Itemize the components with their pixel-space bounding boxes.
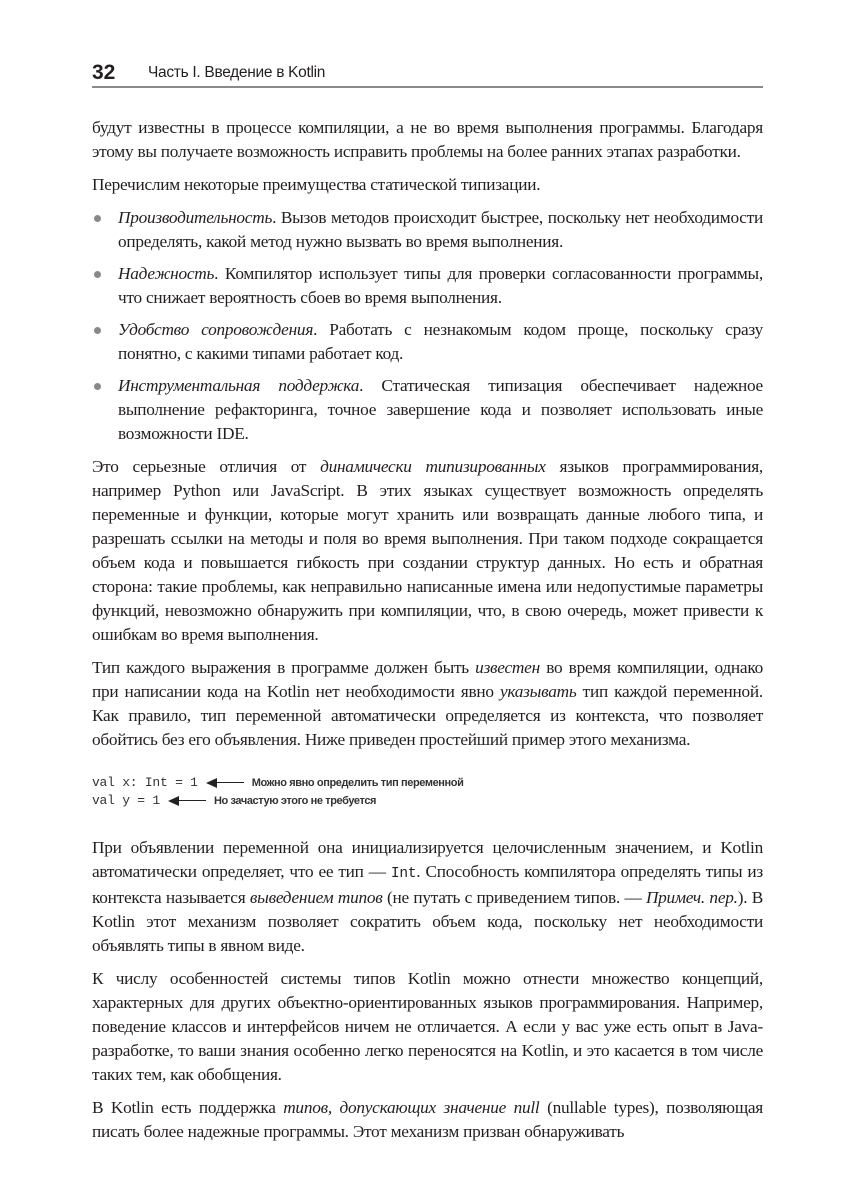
paragraph bbox=[92, 967, 763, 1087]
text-run: тип каждой переменной. Как правило, тип переменной автоматически определяется из контекста, что позволяет обойтись без его объявления. Ниже приведен простейший пример этого механизма. bbox=[92, 682, 763, 749]
code-listing bbox=[92, 774, 763, 810]
text-run: . Способность компилятора определять типы из контекста называется bbox=[92, 862, 764, 907]
emphasis-text: известен bbox=[475, 658, 540, 677]
arrow-left-icon bbox=[168, 796, 206, 806]
emphasis-text: Примеч. пер. bbox=[645, 888, 738, 907]
bullet-icon bbox=[94, 271, 101, 278]
bullet-icon bbox=[94, 327, 101, 334]
emphasis-text: типов, допускающих значение null bbox=[283, 1098, 540, 1117]
bullet-list bbox=[92, 206, 763, 446]
chapter-title: Часть I. Введение в Kotlin bbox=[148, 64, 326, 81]
paragraphs-before bbox=[92, 116, 763, 197]
text-run: . Компилятор использует типы для проверки согласованности программы, что снижает вероятность сбоев во время выполнения. bbox=[118, 264, 763, 307]
text-run: ). В Kotlin этот механизм позволяет сократить объем кода, поскольку нет необходимости объявлять типы в явном виде. bbox=[92, 888, 763, 955]
code-text: val x: Int = 1 bbox=[92, 775, 198, 790]
paragraph bbox=[92, 656, 763, 752]
paragraph bbox=[92, 116, 763, 164]
inline-code: Int bbox=[390, 866, 417, 882]
code-line bbox=[92, 774, 763, 792]
emphasis-text: Удобство сопровождения bbox=[118, 320, 314, 339]
text-run: (nullable types), позволяющая писать более надежные программы. Этот механизм призван обнаруживать bbox=[92, 1098, 764, 1141]
list-item bbox=[92, 262, 763, 310]
emphasis-text: выведением типов bbox=[249, 888, 383, 907]
text-run: (не путать с приведением типов. — bbox=[382, 888, 646, 907]
paragraph bbox=[92, 836, 763, 958]
emphasis-text: указывать bbox=[499, 682, 577, 701]
emphasis-text: Надежность bbox=[118, 264, 215, 283]
bullet-icon bbox=[94, 215, 101, 222]
emphasis-text: динамически типизированных bbox=[320, 457, 546, 476]
paragraphs-after bbox=[92, 836, 763, 1144]
list-item bbox=[92, 206, 763, 254]
code-annotation: Но зачастую этого не требуется bbox=[213, 795, 377, 807]
running-header bbox=[92, 58, 763, 88]
paragraphs-middle bbox=[92, 455, 763, 752]
text-run: Тип каждого выражения в программе должен быть bbox=[92, 658, 476, 677]
text-run: во время компиляции, однако при написании кода на Kotlin нет необходимости явно bbox=[92, 658, 763, 701]
text-run: В Kotlin есть поддержка bbox=[92, 1098, 284, 1117]
emphasis-text: Инструментальная поддержка bbox=[118, 376, 360, 395]
text-run: К числу особенностей системы типов Kotlin можно отнести множество концепций, характерных для других объектно-ориентированных языков программирования. Например, поведение классов и интерфейсов ничем не отличается. А если у вас уже есть опыт в Java-разработке, то ваши знания особенно легко переносятся на Kotlin, и это касается в том числе таких тем, как обобщения. bbox=[92, 969, 763, 1084]
list-item bbox=[92, 374, 763, 446]
list-item bbox=[92, 318, 763, 366]
text-run: . Статическая типизация обеспечивает надежное выполнение рефакторинга, точное завершение кода и позволяет использовать иные возможности IDE. bbox=[118, 376, 763, 443]
text-run: . Работать с незнакомым кодом проще, поскольку сразу понятно, с какими типами работает код. bbox=[118, 320, 764, 363]
page-number: 32 bbox=[92, 61, 116, 84]
paragraph bbox=[92, 455, 763, 647]
text-run: . Вызов методов происходит быстрее, поскольку нет необходимости определять, какой метод нужно вызвать во время выполнения. bbox=[118, 208, 763, 251]
arrow-left-icon bbox=[206, 778, 244, 788]
bullet-icon bbox=[94, 383, 101, 390]
paragraph bbox=[92, 173, 763, 197]
code-text: val y = 1 bbox=[92, 793, 160, 808]
text-run: Это серьезные отличия от bbox=[92, 457, 321, 476]
paragraph bbox=[92, 1096, 763, 1144]
text-run: будут известны в процессе компиляции, а не во время выполнения программы. Благодаря этому вы получаете возможность исправить проблемы на более ранних этапах разработки. bbox=[92, 118, 763, 161]
text-run: При объявлении переменной она инициализируется целочисленным значением, и Kotlin автоматически определяет, что ее тип — bbox=[92, 838, 763, 881]
code-annotation: Можно явно определить тип переменной bbox=[251, 777, 464, 789]
page-body bbox=[92, 116, 763, 1153]
text-run: Перечислим некоторые преимущества статической типизации. bbox=[92, 175, 541, 194]
emphasis-text: Производительность bbox=[118, 208, 273, 227]
text-run: языков программирования, например Python или JavaScript. В этих языках существует возможность определять переменные и функции, которые могут хранить или возвращать данные любого типа, и разрешать ссылки на методы и поля во время выполнения. При таком подходе сокращается объем кода и повышается гибкость при создании структур данных. Но есть и обратная сторона: такие проблемы, как неправильно написанные имена или недопустимые параметры функций, невозможно обнаружить при компиляции, что, в свою очередь, может привести к ошибкам во время выполнения. bbox=[92, 457, 764, 644]
